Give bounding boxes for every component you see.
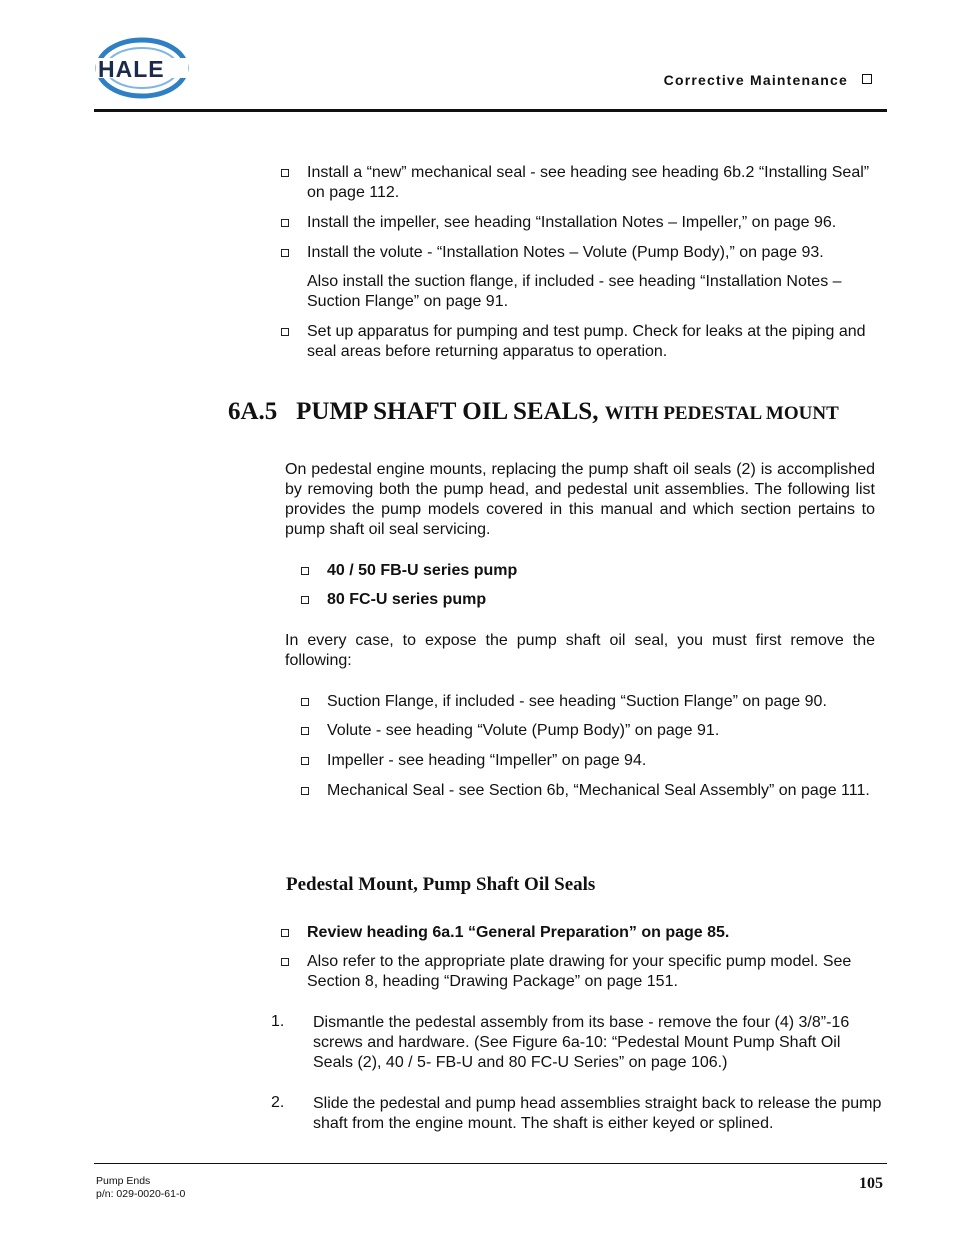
footer-info bbox=[96, 1175, 185, 1201]
remove-item-2: Volute - see heading “Volute (Pump Body)” on page 91. bbox=[327, 722, 720, 739]
intro-item-3: Install the volute - “Installation Notes – Volute (Pump Body),” on page 93. bbox=[307, 244, 824, 261]
header-rule bbox=[94, 109, 887, 112]
remove-item-3: Impeller - see heading “Impeller” on page 94. bbox=[327, 752, 647, 769]
section-title: PUMP SHAFT OIL SEALS, bbox=[296, 398, 599, 425]
bullet-icon bbox=[301, 698, 309, 706]
bullet-icon bbox=[301, 727, 309, 735]
prep-item-1: Review heading 6a.1 “General Preparation” on page 85. bbox=[307, 924, 730, 941]
section-number: 6A.5 bbox=[228, 398, 278, 425]
prep-item-2: Also refer to the appropriate plate drawing for your specific pump model. See Section 8, heading “Drawing Package” on page 151. bbox=[307, 953, 852, 990]
intro-item-1: Install a “new” mechanical seal - see heading see heading 6b.2 “Installing Seal” on page 112. bbox=[307, 164, 870, 201]
step-number-1: 1. bbox=[271, 1013, 285, 1030]
section-title-suffix: WITH PEDESTAL MOUNT bbox=[604, 403, 839, 424]
bullet-icon bbox=[281, 958, 289, 966]
volute-note: Also install the suction flange, if included - see heading “Installation Notes – Suction Flange” on page 91. bbox=[307, 273, 842, 310]
logo-text: HALE bbox=[98, 56, 165, 82]
section-name: Corrective Maintenance bbox=[663, 72, 848, 88]
footer-title: Pump Ends bbox=[96, 1175, 151, 1187]
remove-intro: In every case, to expose the pump shaft oil seal, you must first remove the following: bbox=[285, 632, 875, 669]
footer-rule bbox=[94, 1163, 887, 1164]
remove-item-1: Suction Flange, if included - see heading “Suction Flange” on page 90. bbox=[327, 693, 827, 710]
setup-item: Set up apparatus for pumping and test pump. Check for leaks at the piping and seal areas before returning apparatus to operation. bbox=[307, 323, 866, 360]
bullet-icon bbox=[281, 929, 289, 937]
bullet-icon bbox=[301, 567, 309, 575]
step-number-2: 2. bbox=[271, 1094, 285, 1111]
bullet-icon bbox=[301, 787, 309, 795]
step-text-1: Dismantle the pedestal assembly from its base - remove the four (4) 3/8”-16 screws and hardware. (See Figure 6a-10: “Pedestal Mount Pump Shaft Oil Seals (2), 40 / 5- FB-U and 80 FC-U Series” on page 106.) bbox=[313, 1014, 850, 1071]
bullet-icon bbox=[281, 249, 289, 257]
hale-logo bbox=[94, 36, 190, 100]
model-item-2: 80 FC-U series pump bbox=[327, 591, 487, 608]
footer-part-number: p/n: 029-0020-61-0 bbox=[96, 1188, 186, 1200]
section-intro: On pedestal engine mounts, replacing the pump shaft oil seals (2) is accomplished by removing both the pump head, and pedestal unit assemblies. The following list provides the pump models covered in this manual and which section pertains to pump shaft oil seal servicing. bbox=[285, 461, 875, 538]
subheading: Pedestal Mount, Pump Shaft Oil Seals bbox=[286, 874, 596, 895]
bullet-icon bbox=[281, 219, 289, 227]
remove-item-4: Mechanical Seal - see Section 6b, “Mechanical Seal Assembly” on page 111. bbox=[327, 782, 870, 799]
intro-item-2: Install the impeller, see heading “Installation Notes – Impeller,” on page 96. bbox=[307, 214, 837, 231]
bullet-icon bbox=[301, 757, 309, 765]
bullet-icon bbox=[281, 169, 289, 177]
model-item-1: 40 / 50 FB-U series pump bbox=[327, 562, 518, 579]
bullet-icon bbox=[301, 596, 309, 604]
section-heading bbox=[228, 398, 839, 426]
page-number: 105 bbox=[859, 1175, 883, 1192]
header-box-icon bbox=[862, 74, 872, 84]
step-text-2: Slide the pedestal and pump head assemblies straight back to release the pump shaft from the engine mount. The shaft is either keyed or splined. bbox=[313, 1095, 882, 1132]
header-section-title bbox=[664, 72, 872, 88]
bullet-icon bbox=[281, 328, 289, 336]
